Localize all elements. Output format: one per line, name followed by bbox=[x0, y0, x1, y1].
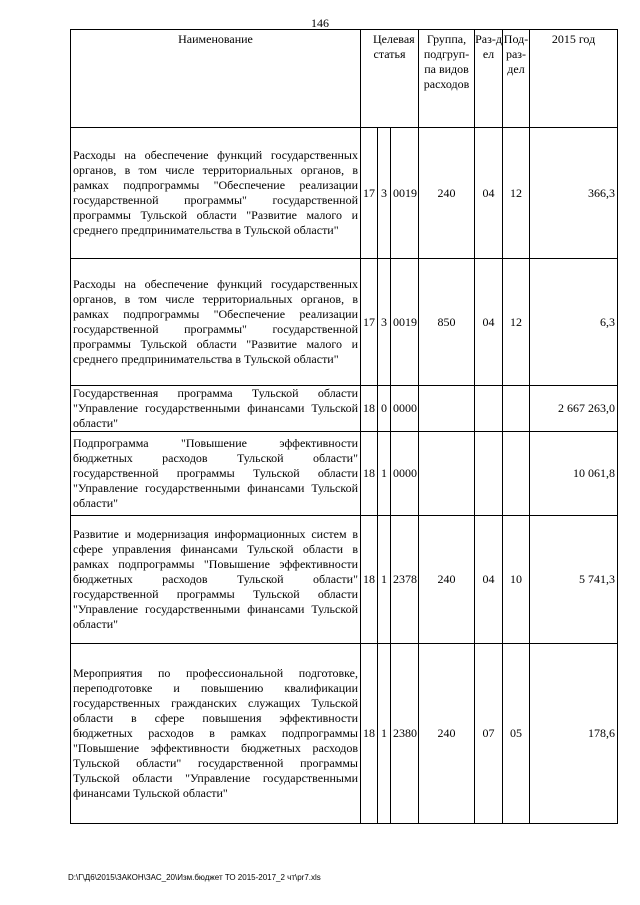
table-row bbox=[71, 128, 618, 259]
target-article-part-1: 18 bbox=[361, 644, 378, 824]
row-name: Государственная программа Тульской области "Управление государственными финансами Тульской области" bbox=[71, 386, 361, 432]
header-subsection: Под-раз-дел bbox=[503, 30, 530, 128]
table-row bbox=[71, 259, 618, 386]
target-article-part-2: 1 bbox=[378, 432, 391, 516]
header-name: Наименование bbox=[71, 30, 361, 128]
header-year: 2015 год bbox=[530, 30, 618, 128]
subsection-code bbox=[503, 386, 530, 432]
header-section: Раз-дел bbox=[475, 30, 503, 128]
row-name: Расходы на обеспечение функций государственных органов, в том числе территориальных органов, в рамках подпрограммы "Обеспечение реализации государственной программы" государственной программы Тульской области "Развитие малого и среднего предпринимательства в Тульской области" bbox=[71, 259, 361, 386]
subsection-code: 12 bbox=[503, 128, 530, 259]
target-article-part-2: 3 bbox=[378, 128, 391, 259]
target-article-part-1: 18 bbox=[361, 386, 378, 432]
page-number: 146 bbox=[311, 16, 329, 30]
target-article-part-2: 0 bbox=[378, 386, 391, 432]
table-row bbox=[71, 516, 618, 644]
header-group: Группа, подгруп-па видов расходов bbox=[419, 30, 475, 128]
target-article-part-2: 1 bbox=[378, 644, 391, 824]
expense-group: 240 bbox=[419, 644, 475, 824]
target-article-part-1: 17 bbox=[361, 128, 378, 259]
section-code: 04 bbox=[475, 128, 503, 259]
target-article-part-3: 0019 bbox=[391, 128, 419, 259]
expense-group bbox=[419, 432, 475, 516]
row-name: Расходы на обеспечение функций государственных органов, в том числе территориальных органов, в рамках подпрограммы "Обеспечение реализации государственной программы" государственной программы Тульской области "Развитие малого и среднего предпринимательства в Тульской области" bbox=[71, 128, 361, 259]
expense-group bbox=[419, 386, 475, 432]
table-header-row bbox=[71, 30, 618, 128]
amount-2015: 10 061,8 bbox=[530, 432, 618, 516]
target-article-part-2: 1 bbox=[378, 516, 391, 644]
target-article-part-3: 2380 bbox=[391, 644, 419, 824]
expense-group: 850 bbox=[419, 259, 475, 386]
section-code: 04 bbox=[475, 516, 503, 644]
amount-2015: 366,3 bbox=[530, 128, 618, 259]
amount-2015: 178,6 bbox=[530, 644, 618, 824]
header-target-article: Целевая статья bbox=[361, 30, 419, 128]
table-row bbox=[71, 432, 618, 516]
subsection-code: 12 bbox=[503, 259, 530, 386]
row-name: Развитие и модернизация информационных систем в сфере управления финансами Тульской области в рамках подпрограммы "Повышение эффективности бюджетных расходов Тульской области" государственной программы Тульской области "Управление государственными финансами Тульской области" bbox=[71, 516, 361, 644]
section-code: 04 bbox=[475, 259, 503, 386]
amount-2015: 5 741,3 bbox=[530, 516, 618, 644]
table-row bbox=[71, 644, 618, 824]
subsection-code: 05 bbox=[503, 644, 530, 824]
file-path-footer: D:\Г\Д6\2015\ЗАКОН\ЗАС_20\Изм.бюджет ТО 2015-2017_2 чт\pr7.xls bbox=[68, 873, 321, 882]
target-article-part-3: 0000 bbox=[391, 432, 419, 516]
subsection-code bbox=[503, 432, 530, 516]
target-article-part-1: 18 bbox=[361, 432, 378, 516]
target-article-part-3: 2378 bbox=[391, 516, 419, 644]
expense-group: 240 bbox=[419, 128, 475, 259]
amount-2015: 2 667 263,0 bbox=[530, 386, 618, 432]
row-name: Подпрограмма "Повышение эффективности бюджетных расходов Тульской области" государственной программы Тульской области "Управление государственными финансами Тульской области" bbox=[71, 432, 361, 516]
section-code bbox=[475, 432, 503, 516]
subsection-code: 10 bbox=[503, 516, 530, 644]
section-code: 07 bbox=[475, 644, 503, 824]
target-article-part-1: 17 bbox=[361, 259, 378, 386]
target-article-part-3: 0000 bbox=[391, 386, 419, 432]
expense-group: 240 bbox=[419, 516, 475, 644]
row-name: Мероприятия по профессиональной подготовке, переподготовке и повышению квалификации государственных гражданских служащих Тульской области в сфере повышения эффективности бюджетных расходов в рамках подпрограммы "Повышение эффективности бюджетных расходов Тульской области" государственной программы Тульской области "Управление государственными финансами Тульской области" bbox=[71, 644, 361, 824]
target-article-part-1: 18 bbox=[361, 516, 378, 644]
table-row bbox=[71, 386, 618, 432]
amount-2015: 6,3 bbox=[530, 259, 618, 386]
target-article-part-2: 3 bbox=[378, 259, 391, 386]
section-code bbox=[475, 386, 503, 432]
target-article-part-3: 0019 bbox=[391, 259, 419, 386]
budget-table bbox=[70, 29, 618, 824]
